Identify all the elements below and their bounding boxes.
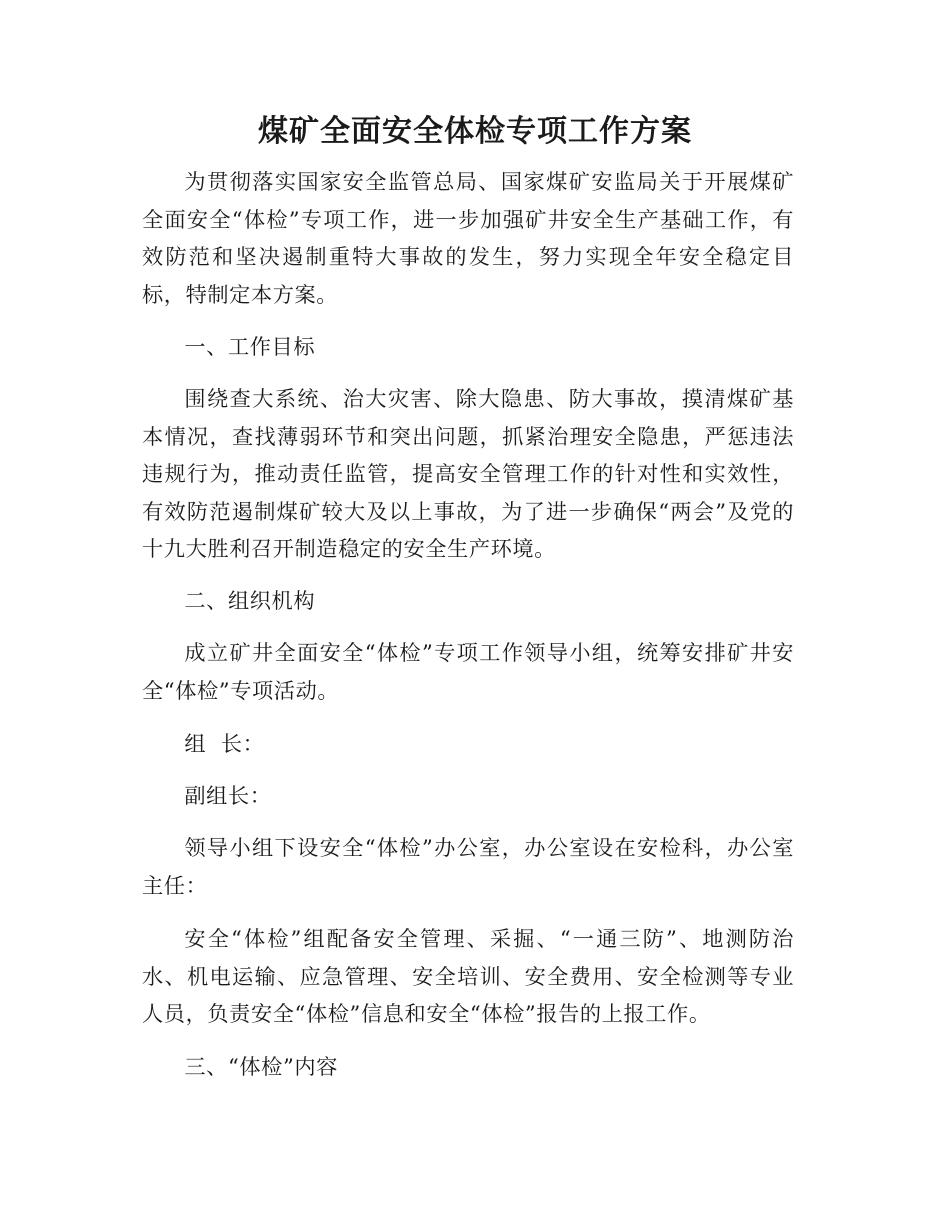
section-heading-organization: 二、组织机构 (184, 588, 316, 613)
intro-paragraph: 为贯彻落实国家安全监管总局、国家煤矿安监局关于开展煤矿全面安全“体检”专项工作，进一步加强矿井安全生产基础工作，有效防范和坚决遏制重特大事故的发生，努力实现全年安全稳定目标，特制定本方案。 (142, 169, 794, 307)
team-leader-line: 组 长： (184, 731, 265, 756)
document-title: 煤矿全面安全体检专项工作方案 (258, 114, 692, 149)
staffing-paragraph: 安全“体检”组配备安全管理、采掘、“一通三防”、地测防治水、机电运输、应急管理、安全培训、安全费用、安全检测等专业人员，负责安全“体检”信息和安全“体检”报告的上报工作。 (142, 926, 794, 1026)
goals-paragraph: 围绕查大系统、治大灾害、除大隐患、防大事故，摸清煤矿基本情况，查找薄弱环节和突出问题，抓紧治理安全隐患，严惩违法违规行为，推动责任监管，提高安全管理工作的针对性和实效性，有效防范遏制煤矿较大及以上事故，为了进一步确保“两会”及党的十九大胜利召开制造稳定的安全生产环境。 (142, 386, 794, 561)
section-heading-goals: 一、工作目标 (184, 334, 316, 359)
office-paragraph: 领导小组下设安全“体检”办公室，办公室设在安检科，办公室主任： (142, 835, 794, 898)
deputy-leader-line: 副组长： (184, 783, 272, 808)
section-heading-content: 三、“体检”内容 (184, 1054, 338, 1079)
organization-paragraph: 成立矿井全面安全“体检”专项工作领导小组，统筹安排矿井安全“体检”专项活动。 (142, 640, 794, 703)
